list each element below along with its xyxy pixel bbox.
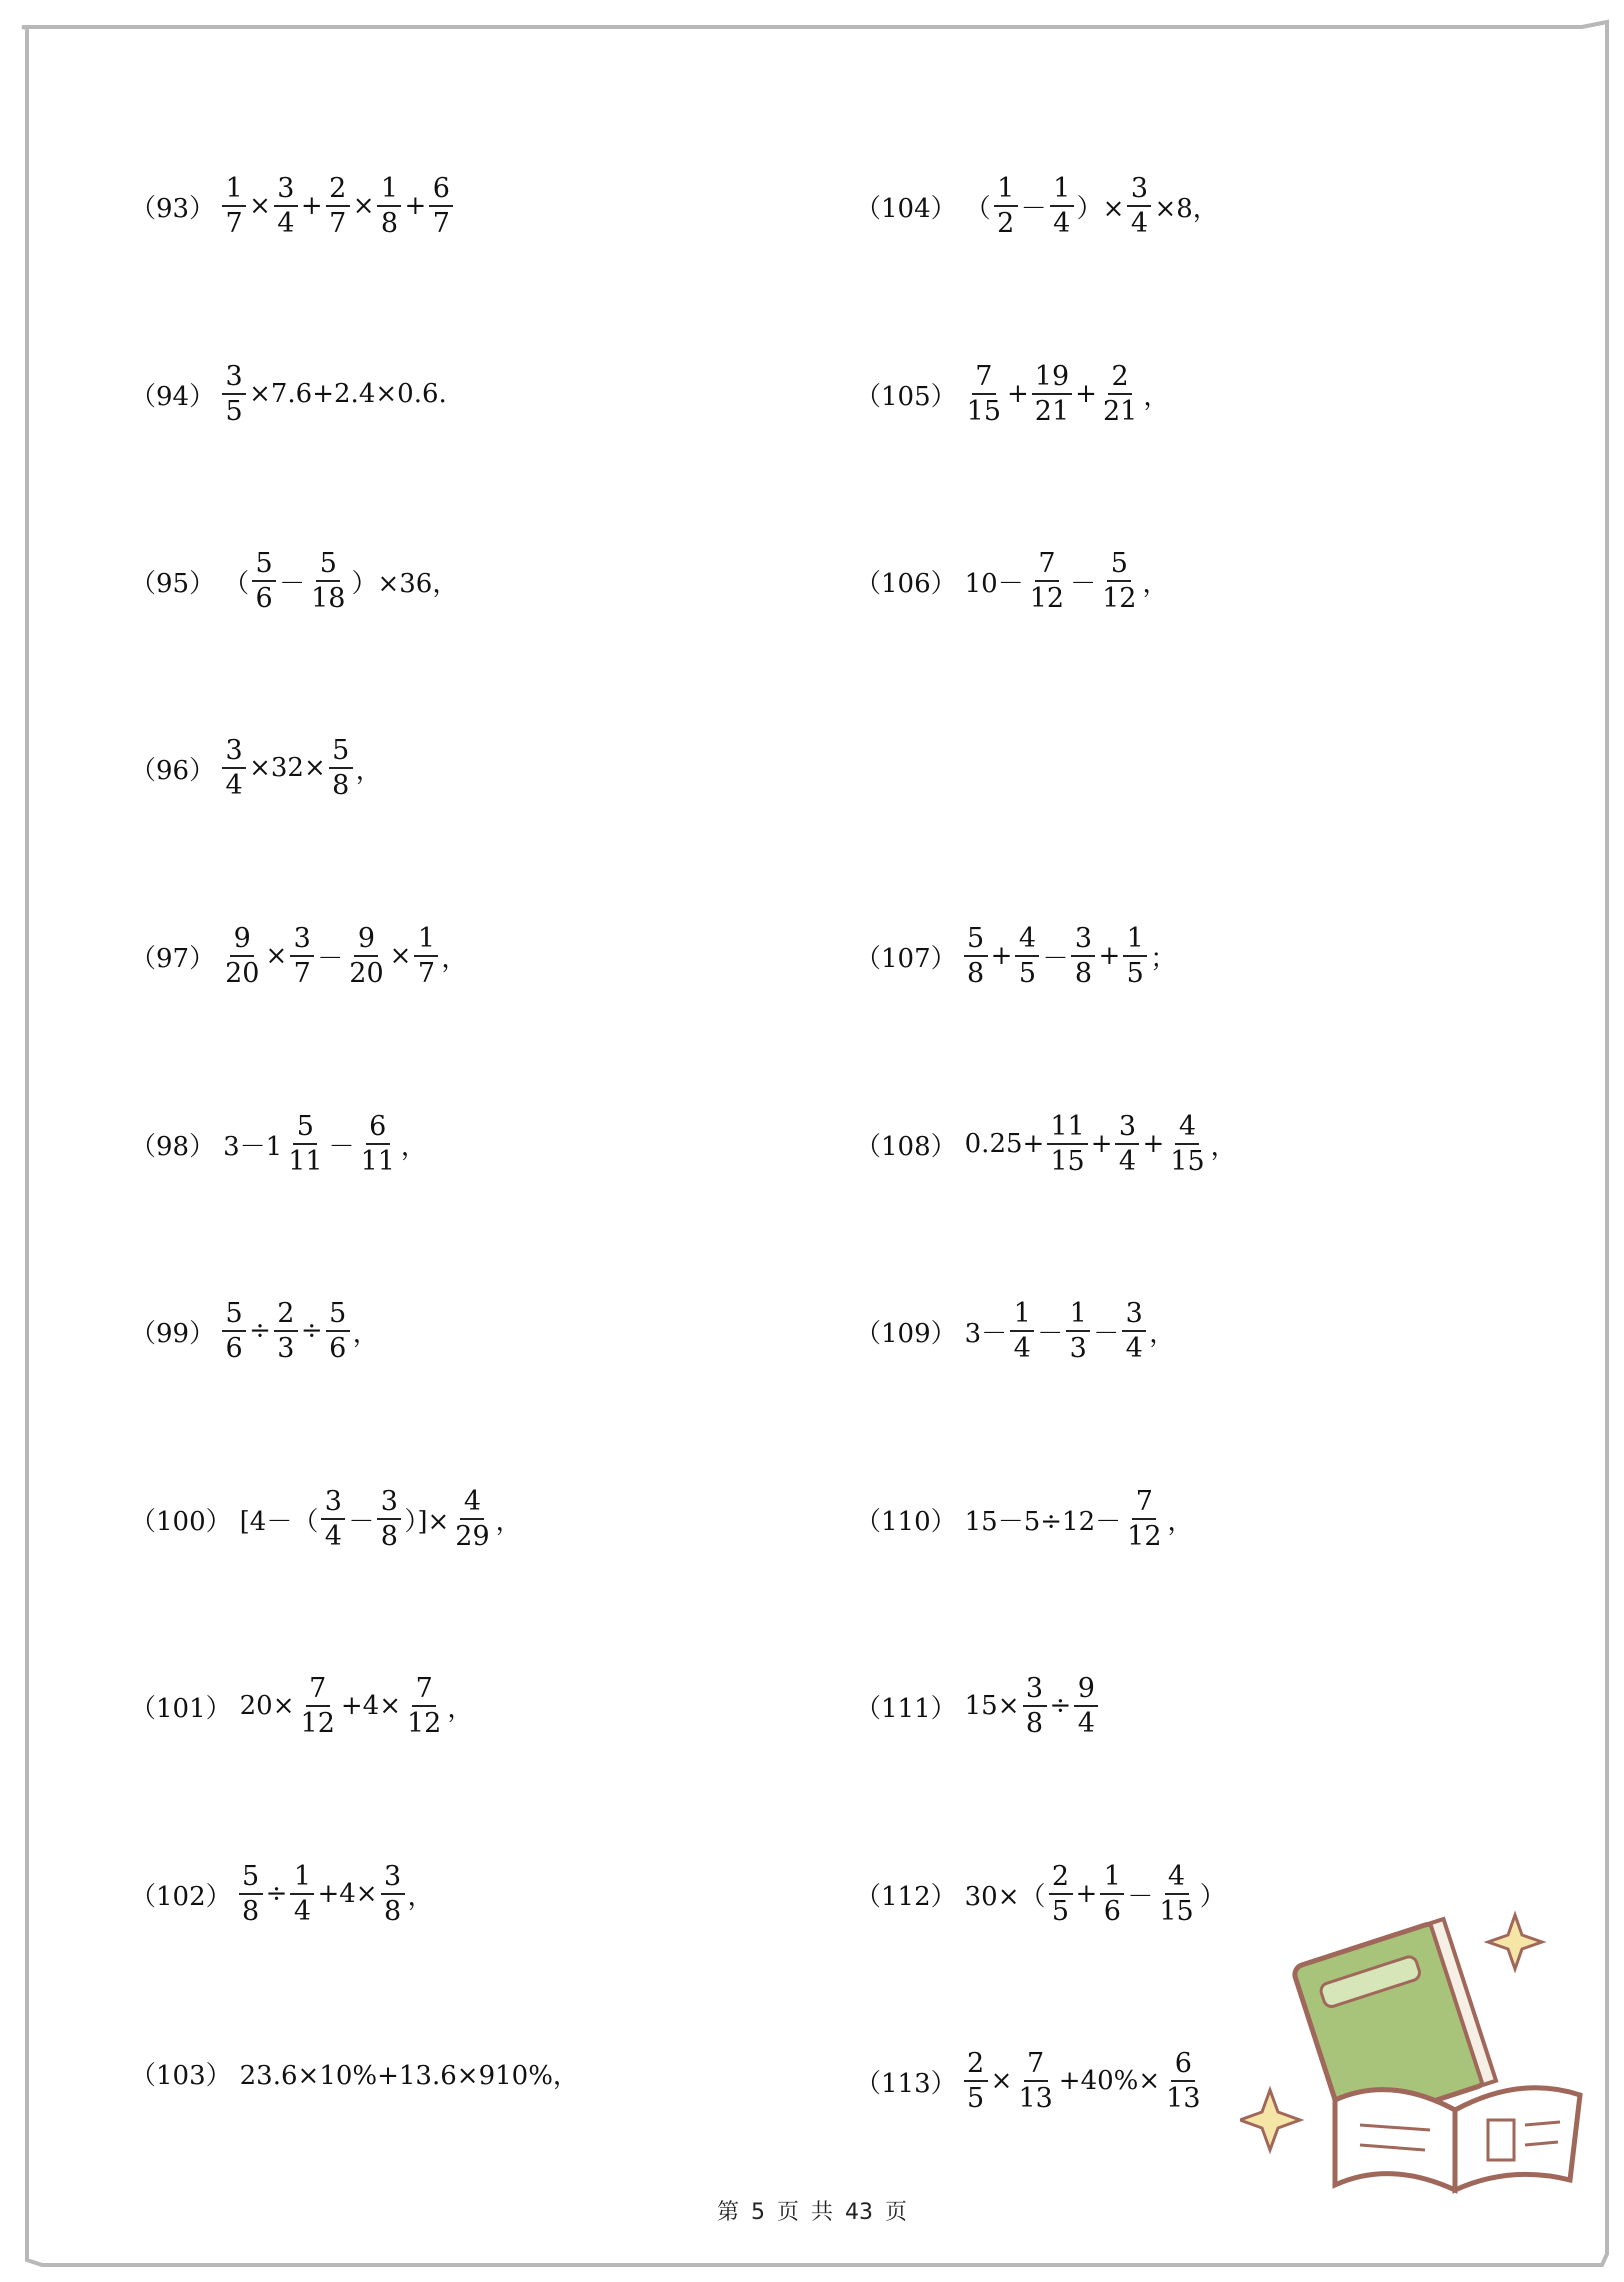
expression-text: +40%× bbox=[1058, 2066, 1161, 2096]
problem-number: （93） bbox=[130, 193, 216, 224]
denominator: 12 bbox=[1127, 1521, 1162, 1552]
numerator: 1 bbox=[414, 925, 438, 957]
expression-text: + bbox=[1090, 1129, 1113, 1159]
problem-101 bbox=[130, 1675, 475, 1737]
denominator: 6 bbox=[1103, 1896, 1121, 1927]
numerator: 3 bbox=[1023, 1675, 1047, 1707]
expression-text: ， bbox=[1167, 1506, 1194, 1537]
fraction bbox=[298, 1675, 338, 1737]
expression-text: × bbox=[352, 191, 375, 221]
expression-text: 0.25+ bbox=[964, 1129, 1045, 1159]
fraction bbox=[1163, 2050, 1203, 2112]
expression-text: （ bbox=[964, 193, 991, 224]
expression-text: － bbox=[1070, 568, 1097, 599]
expression-text: ， bbox=[1143, 381, 1170, 412]
fraction bbox=[1015, 925, 1039, 987]
fraction bbox=[964, 2050, 988, 2112]
numerator: 3 bbox=[1071, 925, 1095, 957]
numerator: 2 bbox=[1108, 363, 1132, 395]
numerator: 1 bbox=[1010, 1300, 1034, 1332]
denominator: 5 bbox=[1126, 958, 1144, 989]
expression-text: ÷ bbox=[1049, 1691, 1072, 1721]
fraction bbox=[964, 363, 1004, 425]
expression-text: 10－ bbox=[964, 568, 1024, 599]
numerator: 3 bbox=[1115, 1113, 1139, 1145]
problem-93 bbox=[130, 175, 454, 237]
page-footer bbox=[0, 2195, 1624, 2226]
expression-text: － bbox=[1020, 193, 1047, 224]
denominator: 21 bbox=[1034, 396, 1070, 427]
expression-text: × bbox=[265, 941, 288, 971]
problem-99 bbox=[130, 1300, 381, 1362]
fraction bbox=[1100, 363, 1140, 425]
expression-text: ， bbox=[355, 755, 382, 786]
expression-text: + bbox=[300, 191, 323, 221]
problem-number: （108） bbox=[855, 1131, 957, 1162]
expression-text: ）× bbox=[1076, 193, 1125, 224]
denominator: 5 bbox=[1018, 958, 1037, 989]
expression-text: （ bbox=[223, 568, 250, 599]
problem-number: （103） bbox=[130, 2061, 232, 2091]
footer-suffix: 页 bbox=[885, 2200, 908, 2225]
expression-text: + bbox=[1075, 379, 1097, 409]
problem-number: （106） bbox=[855, 568, 957, 599]
expression-text: ×7.6+2.4×0.6. bbox=[249, 379, 447, 409]
numerator: 1 bbox=[1100, 1863, 1124, 1895]
expression-text: ×8， bbox=[1154, 193, 1219, 224]
denominator: 8 bbox=[383, 1896, 402, 1927]
expression-text: 15× bbox=[964, 1691, 1020, 1721]
expression-text: ， bbox=[441, 943, 468, 974]
fraction bbox=[414, 925, 438, 987]
fraction bbox=[429, 175, 453, 237]
numerator: 3 bbox=[222, 737, 246, 769]
fraction bbox=[1099, 550, 1139, 612]
problem-111 bbox=[855, 1675, 1099, 1737]
problem-110 bbox=[855, 1488, 1196, 1550]
numerator: 7 bbox=[972, 363, 996, 395]
denominator: 8 bbox=[1025, 1708, 1044, 1739]
expression-text: 20× bbox=[239, 1691, 295, 1721]
denominator: 5 bbox=[225, 396, 243, 427]
problem-98 bbox=[130, 1113, 429, 1175]
expression-text: ）]× bbox=[404, 1506, 450, 1537]
numerator: 3 bbox=[1122, 1300, 1146, 1332]
problem-112 bbox=[855, 1863, 1228, 1925]
expression-text: × bbox=[990, 2066, 1013, 2096]
fraction bbox=[1050, 175, 1074, 237]
problem-number: （95） bbox=[130, 568, 216, 599]
fraction bbox=[452, 1488, 492, 1550]
denominator: 7 bbox=[329, 208, 347, 239]
denominator: 8 bbox=[1074, 958, 1093, 989]
denominator: 11 bbox=[360, 1146, 395, 1177]
fraction bbox=[964, 925, 988, 987]
fraction bbox=[377, 175, 401, 237]
fraction bbox=[1066, 1300, 1090, 1362]
expression-text: － bbox=[348, 1506, 375, 1537]
problem-number: （98） bbox=[130, 1131, 216, 1162]
denominator: 3 bbox=[277, 1333, 295, 1364]
denominator: 6 bbox=[255, 583, 273, 614]
numerator: 9 bbox=[1074, 1675, 1098, 1707]
problem-105 bbox=[855, 363, 1171, 425]
numerator: 1 bbox=[1066, 1300, 1090, 1332]
numerator: 6 bbox=[429, 175, 453, 207]
numerator: 19 bbox=[1032, 363, 1072, 395]
fraction bbox=[1167, 1113, 1207, 1175]
fraction bbox=[1071, 925, 1095, 987]
expression-text: － bbox=[1093, 1318, 1120, 1349]
denominator: 12 bbox=[1029, 583, 1065, 614]
problem-number: （94） bbox=[130, 381, 216, 412]
denominator: 5 bbox=[1051, 1896, 1070, 1927]
denominator: 15 bbox=[1050, 1146, 1085, 1177]
problem-number: （113） bbox=[855, 2068, 957, 2099]
problem-number: （100） bbox=[130, 1506, 232, 1537]
denominator: 8 bbox=[380, 208, 399, 239]
expression-text: 3－1 bbox=[223, 1131, 283, 1162]
problem-107 bbox=[855, 925, 1178, 987]
expression-text: ， bbox=[407, 1881, 434, 1912]
numerator: 5 bbox=[316, 550, 340, 582]
numerator: 5 bbox=[964, 925, 988, 957]
numerator: 1 bbox=[994, 175, 1018, 207]
fraction bbox=[308, 550, 348, 612]
expression-text: 30×（ bbox=[964, 1881, 1046, 1912]
problem-number: （110） bbox=[855, 1506, 957, 1537]
numerator: 3 bbox=[274, 175, 298, 207]
denominator: 18 bbox=[311, 583, 346, 614]
numerator: 7 bbox=[1035, 550, 1059, 582]
fraction bbox=[285, 1113, 325, 1175]
numerator: 4 bbox=[1175, 1113, 1199, 1145]
expression-text: [4－（ bbox=[239, 1506, 319, 1537]
denominator: 6 bbox=[329, 1333, 347, 1364]
numerator: 1 bbox=[222, 175, 246, 207]
fraction bbox=[1032, 363, 1072, 425]
expression-text: － bbox=[1037, 1318, 1064, 1349]
expression-text: ÷ bbox=[265, 1879, 288, 1909]
fraction bbox=[1122, 1300, 1146, 1362]
expression-text: + bbox=[404, 191, 427, 221]
expression-text: ， bbox=[1210, 1131, 1237, 1162]
denominator: 7 bbox=[293, 958, 311, 989]
numerator: 1 bbox=[377, 175, 401, 207]
problem-109 bbox=[855, 1300, 1177, 1362]
numerator: 6 bbox=[366, 1113, 390, 1145]
problem-number: （112） bbox=[855, 1881, 957, 1912]
fraction bbox=[1015, 2050, 1055, 2112]
denominator: 15 bbox=[1159, 1896, 1194, 1927]
fraction bbox=[358, 1113, 398, 1175]
expression-text: － bbox=[279, 568, 306, 599]
fraction bbox=[404, 1675, 444, 1737]
book-illustration bbox=[1240, 1900, 1600, 2200]
expression-text: ） bbox=[1199, 1881, 1226, 1912]
numerator: 7 bbox=[306, 1675, 330, 1707]
numerator: 3 bbox=[290, 925, 314, 957]
fraction bbox=[1123, 925, 1147, 987]
problem-106 bbox=[855, 550, 1170, 612]
denominator: 4 bbox=[1053, 208, 1071, 239]
numerator: 1 bbox=[1123, 925, 1147, 957]
denominator: 7 bbox=[432, 208, 450, 239]
numerator: 1 bbox=[1050, 175, 1074, 207]
expression-text: +4× bbox=[340, 1691, 401, 1721]
fraction bbox=[1156, 1863, 1196, 1925]
numerator: 5 bbox=[329, 737, 353, 769]
numerator: 3 bbox=[377, 1488, 401, 1520]
denominator: 4 bbox=[1013, 1333, 1031, 1364]
denominator: 29 bbox=[455, 1521, 490, 1552]
denominator: 20 bbox=[225, 958, 260, 989]
denominator: 21 bbox=[1102, 396, 1138, 427]
numerator: 3 bbox=[1127, 175, 1151, 207]
problem-113 bbox=[855, 2050, 1205, 2112]
denominator: 4 bbox=[277, 208, 295, 239]
numerator: 11 bbox=[1047, 1113, 1087, 1145]
numerator: 6 bbox=[1171, 2050, 1195, 2082]
denominator: 5 bbox=[967, 2083, 985, 2114]
expression-text: － bbox=[1127, 1881, 1154, 1912]
denominator: 12 bbox=[1102, 583, 1137, 614]
problem-number: （99） bbox=[130, 1318, 216, 1349]
numerator: 3 bbox=[321, 1488, 345, 1520]
expression-text: － bbox=[317, 943, 344, 974]
problem-number: （102） bbox=[130, 1881, 232, 1912]
footer-mid2: 共 bbox=[811, 2200, 834, 2225]
fraction bbox=[1127, 175, 1151, 237]
numerator: 2 bbox=[326, 175, 350, 207]
numerator: 4 bbox=[1165, 1863, 1189, 1895]
expression-text: － bbox=[328, 1131, 355, 1162]
denominator: 8 bbox=[242, 1896, 260, 1927]
expression-text: + bbox=[990, 941, 1013, 971]
problem-95 bbox=[130, 550, 460, 612]
numerator: 3 bbox=[222, 363, 246, 395]
footer-total-pages: 43 bbox=[845, 2200, 874, 2225]
expression-text: ， bbox=[400, 1131, 427, 1162]
denominator: 4 bbox=[293, 1896, 312, 1927]
footer-page-number: 5 bbox=[750, 2200, 765, 2225]
numerator: 4 bbox=[460, 1488, 484, 1520]
numerator: 5 bbox=[326, 1300, 350, 1332]
fraction bbox=[290, 925, 314, 987]
expression-text: + bbox=[1098, 941, 1121, 971]
denominator: 4 bbox=[225, 770, 243, 801]
denominator: 15 bbox=[1170, 1146, 1205, 1177]
numerator: 3 bbox=[381, 1863, 405, 1895]
fraction bbox=[222, 925, 262, 987]
fraction bbox=[290, 1863, 314, 1925]
expression-text: ； bbox=[1150, 943, 1177, 974]
denominator: 8 bbox=[967, 958, 985, 989]
expression-text: + bbox=[1007, 379, 1029, 409]
problem-102 bbox=[130, 1863, 436, 1925]
denominator: 4 bbox=[1130, 208, 1149, 239]
problem-100 bbox=[130, 1488, 524, 1550]
problem-number: （104） bbox=[855, 193, 957, 224]
problem-94 bbox=[130, 363, 449, 425]
fraction bbox=[222, 737, 246, 799]
numerator: 2 bbox=[1049, 1863, 1073, 1895]
footer-mid: 页 bbox=[776, 2200, 799, 2225]
fraction bbox=[329, 737, 353, 799]
problem-96 bbox=[130, 737, 384, 799]
problem-97 bbox=[130, 925, 469, 987]
fraction bbox=[1047, 1113, 1087, 1175]
numerator: 9 bbox=[230, 925, 254, 957]
numerator: 5 bbox=[1107, 550, 1131, 582]
fraction bbox=[1027, 550, 1067, 612]
problem-number: （101） bbox=[130, 1693, 232, 1724]
denominator: 4 bbox=[1077, 1708, 1095, 1739]
denominator: 8 bbox=[380, 1521, 398, 1552]
numerator: 7 bbox=[1132, 1488, 1156, 1520]
denominator: 8 bbox=[332, 770, 350, 801]
denominator: 13 bbox=[1018, 2083, 1053, 2114]
expression-text: ×32× bbox=[249, 753, 326, 783]
numerator: 2 bbox=[964, 2050, 988, 2082]
denominator: 2 bbox=[997, 208, 1015, 239]
problem-number: （111） bbox=[855, 1693, 957, 1724]
fraction bbox=[1049, 1863, 1073, 1925]
fraction bbox=[222, 175, 246, 237]
denominator: 12 bbox=[407, 1708, 442, 1739]
numerator: 5 bbox=[222, 1300, 246, 1332]
fraction bbox=[1124, 1488, 1164, 1550]
numerator: 2 bbox=[274, 1300, 298, 1332]
footer-prefix: 第 bbox=[716, 2200, 739, 2225]
expression-text: ， bbox=[447, 1693, 474, 1724]
denominator: 4 bbox=[324, 1521, 342, 1552]
fraction bbox=[274, 175, 298, 237]
expression-text: + bbox=[1142, 1129, 1165, 1159]
denominator: 7 bbox=[225, 208, 243, 239]
expression-text: ÷ bbox=[300, 1316, 323, 1346]
fraction bbox=[1074, 1675, 1098, 1737]
fraction bbox=[994, 175, 1018, 237]
expression-text: +4× bbox=[317, 1879, 378, 1909]
expression-text: ÷ bbox=[249, 1316, 271, 1346]
fraction bbox=[274, 1300, 298, 1362]
problem-108 bbox=[855, 1113, 1239, 1175]
problem-number: （109） bbox=[855, 1318, 957, 1349]
numerator: 1 bbox=[290, 1863, 314, 1895]
fraction bbox=[346, 925, 386, 987]
fraction bbox=[321, 1488, 345, 1550]
fraction bbox=[1115, 1113, 1139, 1175]
numerator: 7 bbox=[412, 1675, 436, 1707]
expression-text: × bbox=[249, 191, 271, 221]
expression-text: ， bbox=[1149, 1318, 1176, 1349]
denominator: 11 bbox=[288, 1146, 323, 1177]
expression-text: － bbox=[1042, 943, 1069, 974]
denominator: 4 bbox=[1125, 1333, 1143, 1364]
denominator: 4 bbox=[1118, 1146, 1137, 1177]
expression-text: ， bbox=[1142, 568, 1169, 599]
fraction bbox=[377, 1488, 401, 1550]
fraction bbox=[326, 1300, 350, 1362]
denominator: 3 bbox=[1069, 1333, 1087, 1364]
denominator: 20 bbox=[349, 958, 384, 989]
expression-text: 3－ bbox=[964, 1318, 1008, 1349]
numerator: 7 bbox=[1024, 2050, 1048, 2082]
problem-number: （105） bbox=[855, 381, 957, 412]
numerator: 5 bbox=[293, 1113, 317, 1145]
fraction bbox=[1100, 1863, 1124, 1925]
fraction bbox=[222, 1300, 246, 1362]
fraction bbox=[222, 363, 246, 425]
problem-number: （107） bbox=[855, 943, 957, 974]
problem-number: （96） bbox=[130, 755, 216, 786]
fraction bbox=[252, 550, 276, 612]
denominator: 13 bbox=[1166, 2083, 1201, 2114]
fraction bbox=[1010, 1300, 1034, 1362]
fraction bbox=[381, 1863, 405, 1925]
expression-text: ， bbox=[495, 1506, 522, 1537]
expression-text: + bbox=[1075, 1879, 1098, 1909]
expression-text: ）×36， bbox=[351, 568, 459, 599]
fraction bbox=[1023, 1675, 1047, 1737]
denominator: 7 bbox=[417, 958, 436, 989]
expression-text: × bbox=[389, 941, 412, 971]
numerator: 5 bbox=[239, 1863, 263, 1895]
problem-number: （97） bbox=[130, 943, 216, 974]
fraction bbox=[239, 1863, 263, 1925]
problem-104 bbox=[855, 175, 1221, 237]
numerator: 9 bbox=[354, 925, 378, 957]
denominator: 15 bbox=[966, 396, 1001, 427]
problem-103 bbox=[130, 2055, 581, 2092]
expression-text: 23.6×10%+13.6×910%， bbox=[239, 2061, 579, 2091]
numerator: 5 bbox=[252, 550, 276, 582]
fraction bbox=[326, 175, 350, 237]
denominator: 6 bbox=[225, 1333, 243, 1364]
expression-text: 15－5÷12－ bbox=[964, 1506, 1122, 1537]
numerator: 4 bbox=[1015, 925, 1039, 957]
denominator: 12 bbox=[300, 1708, 335, 1739]
expression-text: ， bbox=[352, 1318, 379, 1349]
